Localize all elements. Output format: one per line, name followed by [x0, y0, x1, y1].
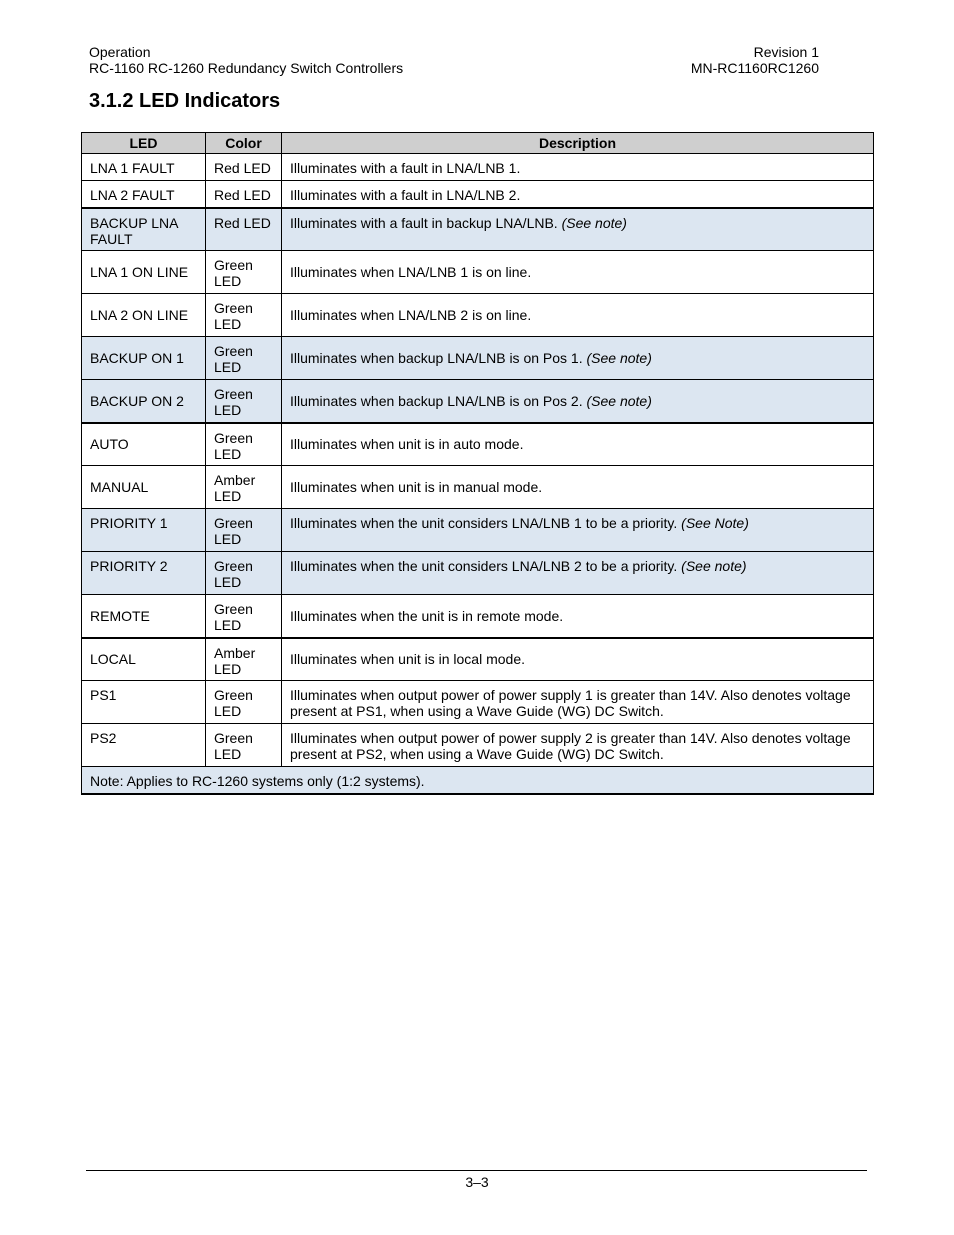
table-row [82, 380, 874, 423]
led-description: Illuminates when backup LNA/LNB is on Pos 2. (See note) [282, 380, 874, 423]
led-color: Green LED [206, 509, 282, 552]
section-title: 3.1.2 LED Indicators [89, 90, 281, 112]
table-row [82, 681, 874, 724]
led-indicator-table [81, 132, 874, 795]
table-row [82, 724, 874, 767]
led-description: Illuminates when the unit is in remote mode. [282, 595, 874, 638]
led-name: BACKUP ON 1 [82, 337, 206, 380]
page-number: 3–3 [465, 1174, 489, 1190]
footer-rule [86, 1170, 867, 1171]
led-color: Green LED [206, 294, 282, 337]
table-row [82, 423, 874, 466]
table-row [82, 181, 874, 208]
led-color: Green LED [206, 724, 282, 767]
led-color: Red LED [206, 154, 282, 181]
led-name: MANUAL [82, 466, 206, 509]
table-row [82, 208, 874, 251]
led-name: PRIORITY 1 [82, 509, 206, 552]
led-name: LOCAL [82, 638, 206, 681]
header-left [89, 44, 403, 76]
led-description: Illuminates with a fault in LNA/LNB 1. [282, 154, 874, 181]
col-header-led: LED [82, 133, 206, 154]
led-color: Green LED [206, 681, 282, 724]
led-color: Amber LED [206, 466, 282, 509]
led-description: Illuminates when output power of power supply 2 is greater than 14V. Also denotes voltage present at PS2, when using a Wave Guide (WG) DC Switch. [282, 724, 874, 767]
led-color: Green LED [206, 380, 282, 423]
table-row [82, 466, 874, 509]
led-name: BACKUP ON 2 [82, 380, 206, 423]
led-description: Illuminates when the unit considers LNA/LNB 2 to be a priority. (See note) [282, 552, 874, 595]
led-description: Illuminates when unit is in auto mode. [282, 423, 874, 466]
led-description: Illuminates when LNA/LNB 2 is on line. [282, 294, 874, 337]
led-name: PS2 [82, 724, 206, 767]
led-name: AUTO [82, 423, 206, 466]
table-footnote-row [82, 767, 874, 794]
table-footnote: Note: Applies to RC-1260 systems only (1:2 systems). [82, 767, 874, 794]
led-color: Green LED [206, 423, 282, 466]
table-row [82, 509, 874, 552]
led-description: Illuminates with a fault in backup LNA/LNB. (See note) [282, 208, 874, 251]
led-color: Green LED [206, 552, 282, 595]
led-color: Green LED [206, 251, 282, 294]
col-header-description: Description [282, 133, 874, 154]
led-description: Illuminates when LNA/LNB 1 is on line. [282, 251, 874, 294]
header-right [691, 44, 819, 76]
led-name: REMOTE [82, 595, 206, 638]
table-row [82, 595, 874, 638]
led-description: Illuminates when the unit considers LNA/LNB 1 to be a priority. (See Note) [282, 509, 874, 552]
table-row [82, 154, 874, 181]
table-row [82, 251, 874, 294]
led-description: Illuminates when backup LNA/LNB is on Pos 1. (See note) [282, 337, 874, 380]
table-row [82, 552, 874, 595]
led-description: Illuminates when unit is in local mode. [282, 638, 874, 681]
led-color: Green LED [206, 337, 282, 380]
led-description: Illuminates when unit is in manual mode. [282, 466, 874, 509]
header-product: RC-1160 RC-1260 Redundancy Switch Controllers [89, 60, 404, 76]
table-row [82, 337, 874, 380]
led-description: Illuminates with a fault in LNA/LNB 2. [282, 181, 874, 208]
col-header-color: Color [206, 133, 282, 154]
led-name: LNA 1 FAULT [82, 154, 206, 181]
table-row [82, 638, 874, 681]
header-doc-number: MN-RC1160RC1260 [690, 60, 819, 76]
led-color: Amber LED [206, 638, 282, 681]
led-color: Red LED [206, 181, 282, 208]
header-revision: Revision 1 [753, 44, 819, 60]
header-chapter: Operation [89, 44, 151, 60]
led-description: Illuminates when output power of power supply 1 is greater than 14V. Also denotes voltage present at PS1, when using a Wave Guide (WG) DC Switch. [282, 681, 874, 724]
led-name: PRIORITY 2 [82, 552, 206, 595]
led-color: Green LED [206, 595, 282, 638]
led-name: LNA 2 FAULT [82, 181, 206, 208]
led-color: Red LED [206, 208, 282, 251]
table-header-row [82, 133, 874, 154]
led-name: BACKUP LNA FAULT [82, 208, 206, 251]
table-row [82, 294, 874, 337]
led-name: LNA 2 ON LINE [82, 294, 206, 337]
led-name: PS1 [82, 681, 206, 724]
led-name: LNA 1 ON LINE [82, 251, 206, 294]
